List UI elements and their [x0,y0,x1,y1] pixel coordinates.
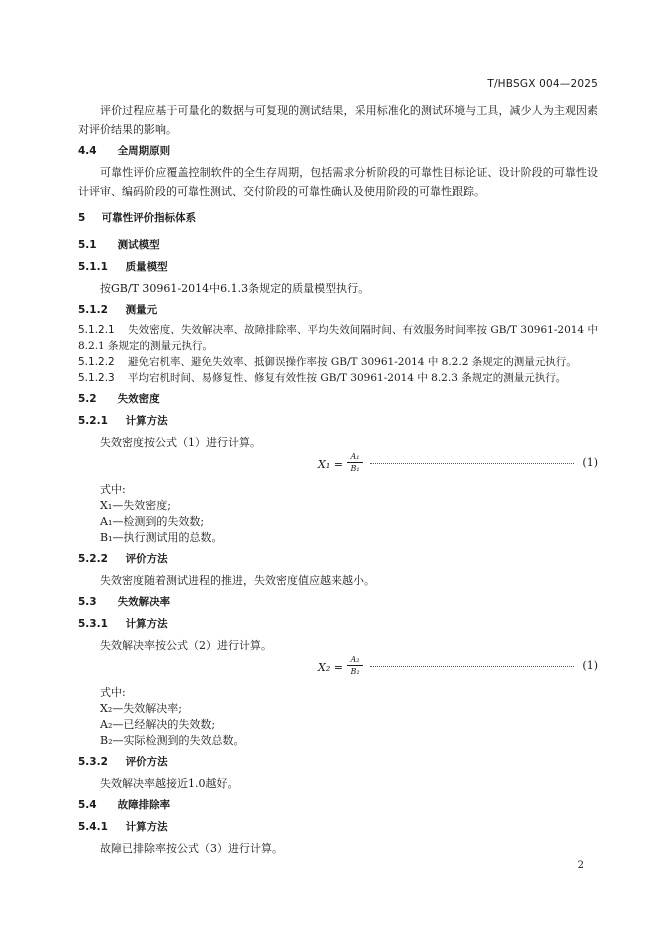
paragraph: 失效密度按公式（1）进行计算。 [100,436,261,449]
clause-number: 5.1.2.2 [78,356,115,368]
clause-text: 平均宕机时间、易修复性、修复有效性按 GB/T 30961-2014 中 8.2.3 条规定的测量元执行。 [128,372,567,384]
formula-numerator: A₂ [350,655,360,664]
paragraph: 故障已排除率按公式（3）进行计算。 [100,842,283,855]
section-heading-5-3 [78,593,598,612]
section-title: 计算方法 [125,415,168,427]
section-title: 评价方法 [125,756,168,768]
standard-number: T/HBSGX 004—2025 [487,78,598,90]
paragraph: 失效解决率越接近1.0越好。 [100,777,239,790]
section-number: 5.2 [78,393,97,405]
section-heading-5-4-1 [78,818,598,837]
section-heading-4-4 [78,142,598,161]
section-title: 故障排除率 [117,799,171,811]
section-number: 5.4 [78,799,97,811]
formula-lhs: X₁ = [318,458,343,471]
clause-text: 失效密度、失效解决率、故障排除率、平均失效间隔时间、有效服务时间率按 GB/T 30961-2014 中 8.2.1 条规定的测量元执行。 [78,324,598,352]
clause-5-1-2-2 [78,354,598,370]
section-heading-5 [78,209,598,228]
section-number: 5.1 [78,239,97,251]
equation-number: (1) [582,456,598,469]
section-number: 5.2.2 [78,553,108,565]
section-title: 全周期原则 [117,145,171,157]
variable-definition: A₁—检测到的失效数; [100,515,205,528]
section-title: 测试模型 [117,239,160,251]
where-label: 式中: [100,483,126,496]
where-label: 式中: [100,686,126,699]
paragraph: 失效解决率按公式（2）进行计算。 [100,639,272,652]
section-number: 5.3.1 [78,618,108,630]
formula-numerator: A₁ [350,452,360,461]
formula-denominator: B₂ [350,667,360,676]
formula-1 [78,452,598,478]
variable-definition: X₁—失效密度; [100,499,171,512]
variable-definition: B₂—实际检测到的失效总数。 [100,734,245,747]
formula-fraction [347,655,363,676]
equation-number: (1) [582,659,598,672]
section-title: 失效解决率 [117,596,171,608]
section-title: 测量元 [125,304,158,316]
section-number: 5.3.2 [78,756,108,768]
paragraph: 评价过程应基于可量化的数据与可复现的测试结果，采用标准化的测试环境与工具，减少人为主观因素对评价结果的影响。 [78,104,598,136]
section-number: 5.4.1 [78,821,108,833]
clause-5-1-2-3 [78,370,598,386]
section-number: 5 [78,212,86,224]
variable-definition: X₂—失效解决率; [100,702,182,715]
variable-definition: A₂—已经解决的失效数; [100,718,216,731]
clause-number: 5.1.2.3 [78,372,115,384]
section-number: 5.3 [78,596,97,608]
section-title: 失效密度 [117,393,160,405]
variable-definition: B₁—执行测试用的总数。 [100,531,223,544]
paragraph: 可靠性评价应覆盖控制软件的全生存周期，包括需求分析阶段的可靠性目标论证、设计阶段的可靠性设计评审、编码阶段的可靠性测试、交付阶段的可靠性确认及使用阶段的可靠性跟踪。 [78,166,598,198]
section-title: 计算方法 [125,821,168,833]
fraction-bar [347,462,363,463]
section-heading-5-4 [78,796,598,815]
page-content [78,101,598,858]
fraction-bar [347,665,363,666]
clause-5-1-2-1 [78,322,598,354]
section-heading-5-2 [78,390,598,409]
section-heading-5-2-2 [78,550,598,569]
formula-lhs: X₂ = [318,661,343,674]
section-heading-5-1 [78,236,598,255]
section-heading-5-3-1 [78,615,598,634]
section-number: 5.2.1 [78,415,108,427]
section-number: 5.1.1 [78,261,108,273]
section-title: 可靠性评价指标体系 [101,212,197,224]
leader-dots [370,666,574,667]
section-title: 评价方法 [125,553,168,565]
paragraph: 按GB/T 30961-2014中6.1.3条规定的质量模型执行。 [100,282,370,295]
section-heading-5-2-1 [78,412,598,431]
clause-text: 避免宕机率、避免失效率、抵御误操作率按 GB/T 30961-2014 中 8.2.2 条规定的测量元执行。 [128,356,577,368]
section-heading-5-3-2 [78,753,598,772]
section-heading-5-1-1 [78,258,598,277]
section-title: 质量模型 [125,261,168,273]
formula-2 [78,655,598,681]
page-number: 2 [577,860,584,871]
leader-dots [370,463,574,464]
section-number: 5.1.2 [78,304,108,316]
paragraph: 失效密度随着测试进程的推进，失效密度值应越来越小。 [100,574,375,587]
formula-denominator: B₁ [350,464,360,473]
section-number: 4.4 [78,145,97,157]
formula-fraction [347,452,363,473]
section-title: 计算方法 [125,618,168,630]
section-heading-5-1-2 [78,301,598,320]
clause-number: 5.1.2.1 [78,324,115,336]
